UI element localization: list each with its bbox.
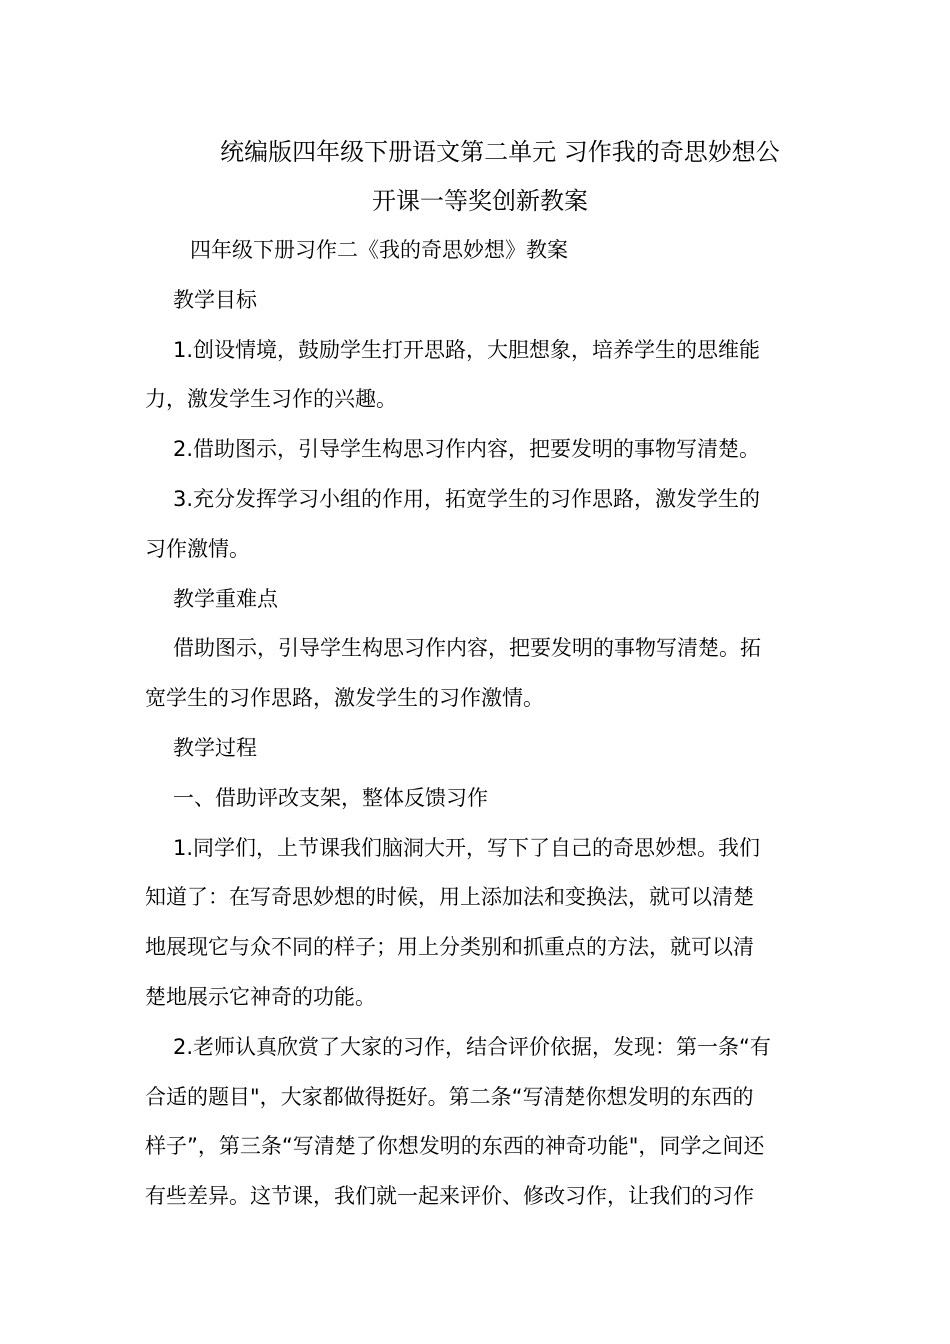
subsection-heading: 一、借助评改支架，整体反馈习作 — [173, 786, 488, 810]
paragraph-line: 样子”，第三条“写清楚了你想发明的东西的神奇功能"，同学之间还 — [145, 1134, 765, 1158]
document-subtitle: 四年级下册习作二《我的奇思妙想》教案 — [190, 238, 568, 262]
section-heading-process: 教学过程 — [173, 736, 257, 760]
section-heading-objectives: 教学目标 — [173, 288, 257, 312]
paragraph-line: 1.同学们，上节课我们脑洞大开，写下了自己的奇思妙想。我们 — [173, 836, 761, 860]
paragraph-line: 1.创设情境，鼓励学生打开思路，大胆想象，培养学生的思维能 — [173, 338, 761, 362]
paragraph-line: 楚地展示它神奇的功能。 — [145, 985, 376, 1009]
document-title-line-2: 开课一等奖创新教案 — [372, 187, 588, 215]
document-title-line-1: 统编版四年级下册语文第二单元 习作我的奇思妙想公 — [220, 138, 780, 166]
paragraph-line: 地展现它与众不同的样子；用上分类别和抓重点的方法，就可以清 — [145, 935, 754, 959]
paragraph-line: 合适的题目"，大家都做得挺好。第二条“写清楚你想发明的东西的 — [145, 1085, 754, 1109]
paragraph-line: 借助图示，引导学生构思习作内容，把要发明的事物写清楚。拓 — [173, 636, 761, 660]
paragraph-line: 宽学生的习作思路，激发学生的习作激情。 — [145, 686, 544, 710]
paragraph-line: 习作激情。 — [145, 537, 250, 561]
paragraph-line: 2.老师认真欣赏了大家的习作，结合评价依据，发现：第一条“有 — [173, 1035, 771, 1059]
paragraph-line: 知道了：在写奇思妙想的时候，用上添加法和变换法，就可以清楚 — [145, 885, 754, 909]
paragraph-line: 有些差异。这节课，我们就一起来评价、修改习作，让我们的习作 — [145, 1184, 754, 1208]
paragraph-line: 2.借助图示，引导学生构思习作内容，把要发明的事物写清楚。 — [173, 437, 761, 461]
paragraph-line: 力，激发学生习作的兴趣。 — [145, 387, 397, 411]
paragraph-line: 3.充分发挥学习小组的作用，拓宽学生的习作思路，激发学生的 — [173, 487, 761, 511]
section-heading-key-points: 教学重难点 — [173, 587, 278, 611]
